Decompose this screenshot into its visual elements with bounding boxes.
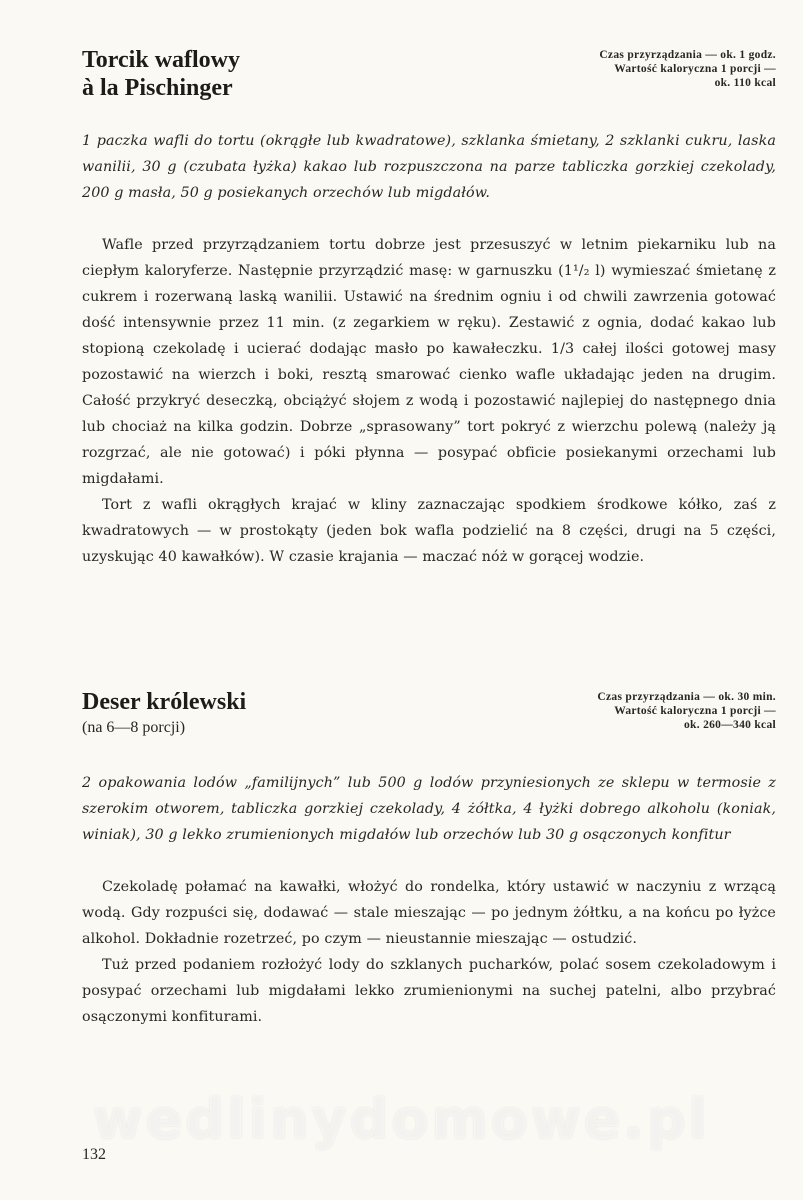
recipe-title (82, 46, 240, 102)
ingredients-list: 2 opakowania lodów „familijnych” lub 500 g lodów przyniesionych ze sklepu w termosie z szerokim otworem, tabliczka gorzkiej czekolady, 4 żółtka, 4 łyżki dobrego alkoholu (koniak, winiak), 30 g lekko zrumienionych migdałów lub orzechów lub 30 g osączonych konfitur (82, 775, 776, 843)
recipe-torcik-waflowy (82, 46, 776, 570)
ingredients-list: 1 paczka wafli do tortu (okrągłe lub kwadratowe), szklanka śmietany, 2 szklanki cukru, laska wanilii, 30 g (czubata łyżka) kakao lub rozpuszczona na parze tabliczka gorzkiej czekolady, 200 g masła, 50 g posiekanych orzechów lub migdałów. (82, 133, 776, 201)
recipe-title-line2: à la Pischinger (82, 75, 233, 101)
calorie-label: Wartość kaloryczna 1 porcji — (614, 63, 776, 75)
instruction-paragraph: Tuż przed podaniem rozłożyć lody do szklanych pucharków, polać sosem czekoladowym i posypać orzechami lub migdałami lekko zrumienionymi na suchej patelni, albo przybrać osączonymi konfiturami. (82, 957, 776, 1025)
recipe-header (82, 46, 776, 116)
calorie-label: Wartość kaloryczna 1 porcji — (614, 705, 776, 717)
watermark: wedlinydomowe.pl (92, 1088, 711, 1151)
prep-time: Czas przyrządzania — ok. 30 min. (597, 691, 776, 703)
page-number: 132 (82, 1146, 106, 1163)
prep-time: Czas przyrządzania — ok. 1 godz. (599, 49, 776, 61)
instructions (82, 232, 776, 570)
instructions (82, 874, 776, 1030)
recipe-servings: (na 6—8 porcji) (82, 719, 186, 736)
calorie-value: ok. 110 kcal (714, 77, 776, 89)
recipe-title: Deser królewski (82, 689, 247, 715)
recipe-meta (486, 48, 776, 90)
instruction-paragraph: Czekoladę połamać na kawałki, włożyć do rondelka, który ustawić w naczyniu z wrzącą wodą. Gdy rozpuści się, dodawać — stale mieszając — po jednym żółtku, a na końcu po łyżce alkohol. Dokładnie rozetrzeć, po czym — nieustannie mieszając — ostudzić. (82, 879, 776, 947)
recipe-header (82, 688, 776, 758)
instruction-paragraph: Wafle przed przyrządzaniem tortu dobrze jest przesuszyć w letnim piekarniku lub na ciepłym kaloryferze. Następnie przyrządzić masę: w garnuszku (1¹/₂ l) wymieszać śmietanę z cukrem i rozerwaną laską wanilii. Ustawić na średnim ogniu i od chwili zawrzenia gotować dość intensywnie przez 11 min. (z zegarkiem w ręku). Zestawić z ognia, dodać kakao lub stopioną czekoladę i ucierać dodając masło po kawałeczku. 1/3 całej ilości gotowej masy pozostawić na wierzch i boki, resztą smarować cienko wafle układając jeden na drugim. Całość przykryć deseczką, obciążyć słojem z wodą i pozostawić najlepiej do następnego dnia lub chociaż na kilka godzin. Dobrze „sprasowany” tort pokryć z wierzchu polewą (należy ją rozgrzać, ale nie gotować) i póki płynna — posypać obficie posiekanymi orzechami lub migdałami. (82, 237, 776, 487)
recipe-deser-krolewski (82, 688, 776, 1030)
calorie-value: ok. 260—340 kcal (683, 719, 776, 731)
recipe-meta (486, 690, 776, 732)
recipe-title-line1: Torcik waflowy (82, 47, 241, 73)
instruction-paragraph: Tort z wafli okrągłych krajać w kliny zaznaczając spodkiem środkowe kółko, zaś z kwadratowych — w prostokąty (jeden bok wafla podzielić na 8 części, drugi na 5 części, uzyskując 40 kawałków). W czasie krajania — maczać nóż w gorącej wodzie. (82, 497, 776, 565)
